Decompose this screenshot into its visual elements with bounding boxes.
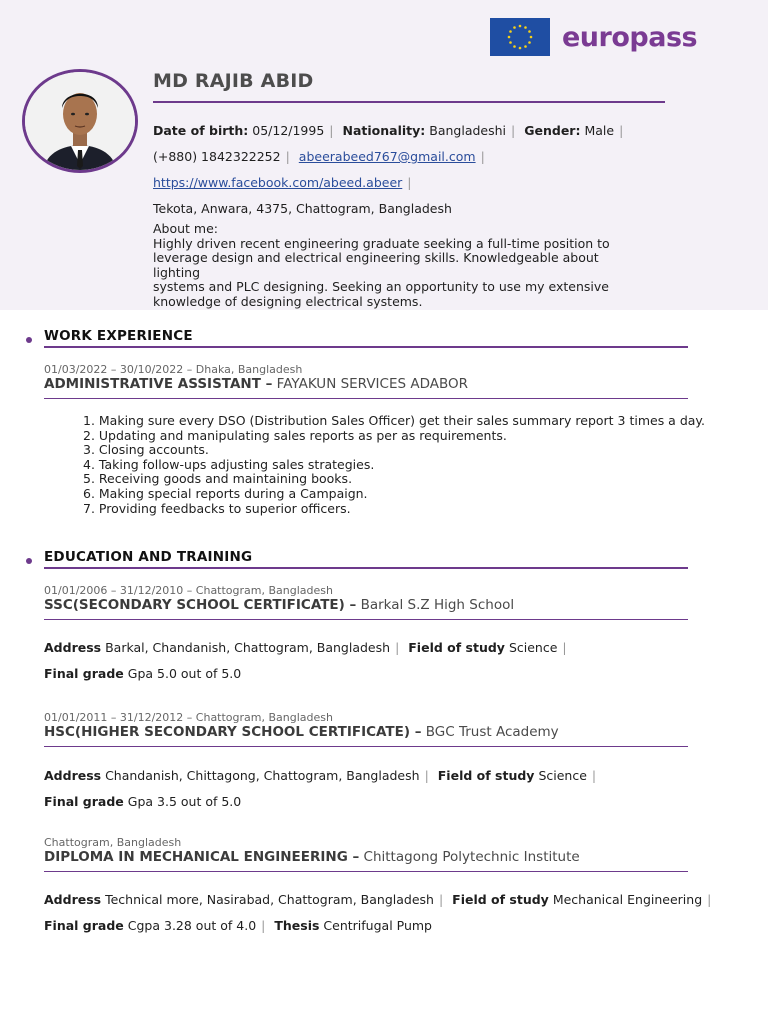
education-title: EDUCATION AND TRAINING: [44, 549, 253, 565]
grade-label: Final grade: [44, 666, 124, 681]
about-label: About me:: [153, 221, 219, 236]
job-duties-list: [83, 414, 705, 516]
degree-title: SSC(SECONDARY SCHOOL CERTIFICATE) –: [44, 597, 357, 613]
nationality-label: Nationality:: [342, 123, 426, 138]
education-grade: Final grade Cgpa 3.28 out of 4.0 | Thesis Centrifugal Pump: [44, 918, 432, 933]
section-bullet-icon: [26, 558, 32, 564]
address-label: Address: [44, 640, 102, 655]
home-address: Tekota, Anwara, 4375, Chattogram, Bangladesh: [153, 201, 452, 216]
education-meta: Chattogram, Bangladesh: [44, 836, 182, 849]
gender-label: Gender:: [524, 123, 581, 138]
email-link[interactable]: abeerabeed767@gmail.com: [298, 149, 476, 164]
duty-item: 4. Taking follow-ups adjusting sales strategies.: [83, 456, 375, 472]
job-employer: FAYAKUN SERVICES ADABOR: [276, 376, 469, 392]
nationality-value: Bangladeshi: [429, 123, 507, 138]
eu-flag-icon: [490, 18, 550, 56]
education-title-line: [44, 724, 559, 740]
about-me: [153, 222, 643, 309]
phone-number: (+880) 1842322252: [153, 149, 281, 164]
duty-item: 2. Updating and manipulating sales reports as per as requirements.: [83, 427, 507, 443]
education-details: Address Technical more, Nasirabad, Chattogram, Bangladesh | Field of study Mechanical Engineering |: [44, 892, 712, 907]
institution-name: Chittagong Polytechnic Institute: [363, 849, 580, 865]
education-details: Address Chandanish, Chittagong, Chattogram, Bangladesh | Field of study Science |: [44, 768, 597, 783]
grade-value: Cgpa 3.28 out of 4.0: [127, 918, 257, 933]
education-title-line: [44, 849, 580, 865]
education-divider: [44, 746, 688, 747]
grade-value: Gpa 3.5 out of 5.0: [127, 794, 242, 809]
about-line: knowledge of designing electrical systems.: [153, 293, 423, 309]
institution-name: Barkal S.Z High School: [360, 597, 515, 613]
profile-photo: [22, 69, 138, 173]
education-meta: 01/01/2011 – 31/12/2012 – Chattogram, Bangladesh: [44, 711, 333, 724]
address-label: Address: [44, 892, 102, 907]
field-value: Science: [538, 768, 587, 783]
education-grade: [44, 666, 241, 681]
job-meta: 01/03/2022 – 30/10/2022 – Dhaka, Bangladesh: [44, 363, 303, 376]
field-label: Field of study: [452, 892, 549, 907]
address-value: Chandanish, Chittagong, Chattogram, Bangladesh: [105, 768, 420, 783]
thesis-label: Thesis: [274, 918, 320, 933]
field-value: Mechanical Engineering: [552, 892, 703, 907]
job-title: [44, 376, 468, 392]
grade-label: Final grade: [44, 918, 124, 933]
education-divider: [44, 871, 688, 872]
address-value: Barkal, Chandanish, Chattogram, Bangladesh: [105, 640, 391, 655]
about-line: leverage design and electrical engineering skills. Knowledgeable about lighting: [153, 250, 599, 280]
about-line: systems and PLC designing. Seeking an opportunity to use my extensive: [153, 279, 609, 294]
grade-value: Gpa 5.0 out of 5.0: [127, 666, 242, 681]
education-details: Address Barkal, Chandanish, Chattogram, Bangladesh | Field of study Science |: [44, 640, 567, 655]
contact-line: (+880) 1842322252 | abeerabeed767@gmail.com |: [153, 149, 485, 164]
degree-title: HSC(HIGHER SECONDARY SCHOOL CERTIFICATE) –: [44, 724, 422, 740]
duty-item: 5. Receiving goods and maintaining books.: [83, 471, 353, 487]
field-label: Field of study: [408, 640, 505, 655]
degree-title: DIPLOMA IN MECHANICAL ENGINEERING –: [44, 849, 360, 865]
address-value: Technical more, Nasirabad, Chattogram, Bangladesh: [105, 892, 434, 907]
social-line: https://www.facebook.com/abeed.abeer |: [153, 175, 412, 190]
dob-value: 05/12/1995: [252, 123, 325, 138]
education-divider: [44, 619, 688, 620]
dob-label: Date of birth:: [153, 123, 249, 138]
work-experience-title: WORK EXPERIENCE: [44, 328, 193, 344]
name-divider: [153, 101, 665, 103]
about-line: Highly driven recent engineering graduate seeking a full-time position to: [153, 235, 610, 251]
section-bullet-icon: [26, 337, 32, 343]
duty-item: 1. Making sure every DSO (Distribution Sales Officer) get their sales summary report 3 times a day.: [83, 413, 706, 428]
europass-logo: [490, 18, 697, 56]
education-meta: 01/01/2006 – 31/12/2010 – Chattogram, Bangladesh: [44, 584, 333, 597]
europass-wordmark: europass: [562, 21, 698, 53]
education-title-line: [44, 597, 514, 613]
gender-value: Male: [584, 123, 615, 138]
job-divider: [44, 398, 688, 399]
personal-details-line: Date of birth: 05/12/1995 | Nationality: Bangladeshi | Gender: Male |: [153, 123, 624, 138]
duty-item: 7. Providing feedbacks to superior officers.: [83, 500, 351, 516]
field-value: Science: [508, 640, 558, 655]
duty-item: 6. Making special reports during a Campaign.: [83, 485, 368, 501]
section-divider: [44, 346, 688, 348]
field-label: Field of study: [437, 768, 535, 783]
duty-item: 3. Closing accounts.: [83, 442, 209, 458]
facebook-link[interactable]: https://www.facebook.com/abeed.abeer: [153, 175, 403, 190]
institution-name: BGC Trust Academy: [425, 724, 559, 740]
grade-label: Final grade: [44, 794, 124, 809]
section-divider: [44, 567, 688, 569]
candidate-name: MD RAJIB ABID: [153, 70, 314, 92]
education-grade: [44, 794, 241, 809]
address-label: Address: [44, 768, 102, 783]
job-role: ADMINISTRATIVE ASSISTANT –: [44, 376, 273, 392]
thesis-value: Centrifugal Pump: [323, 918, 432, 933]
